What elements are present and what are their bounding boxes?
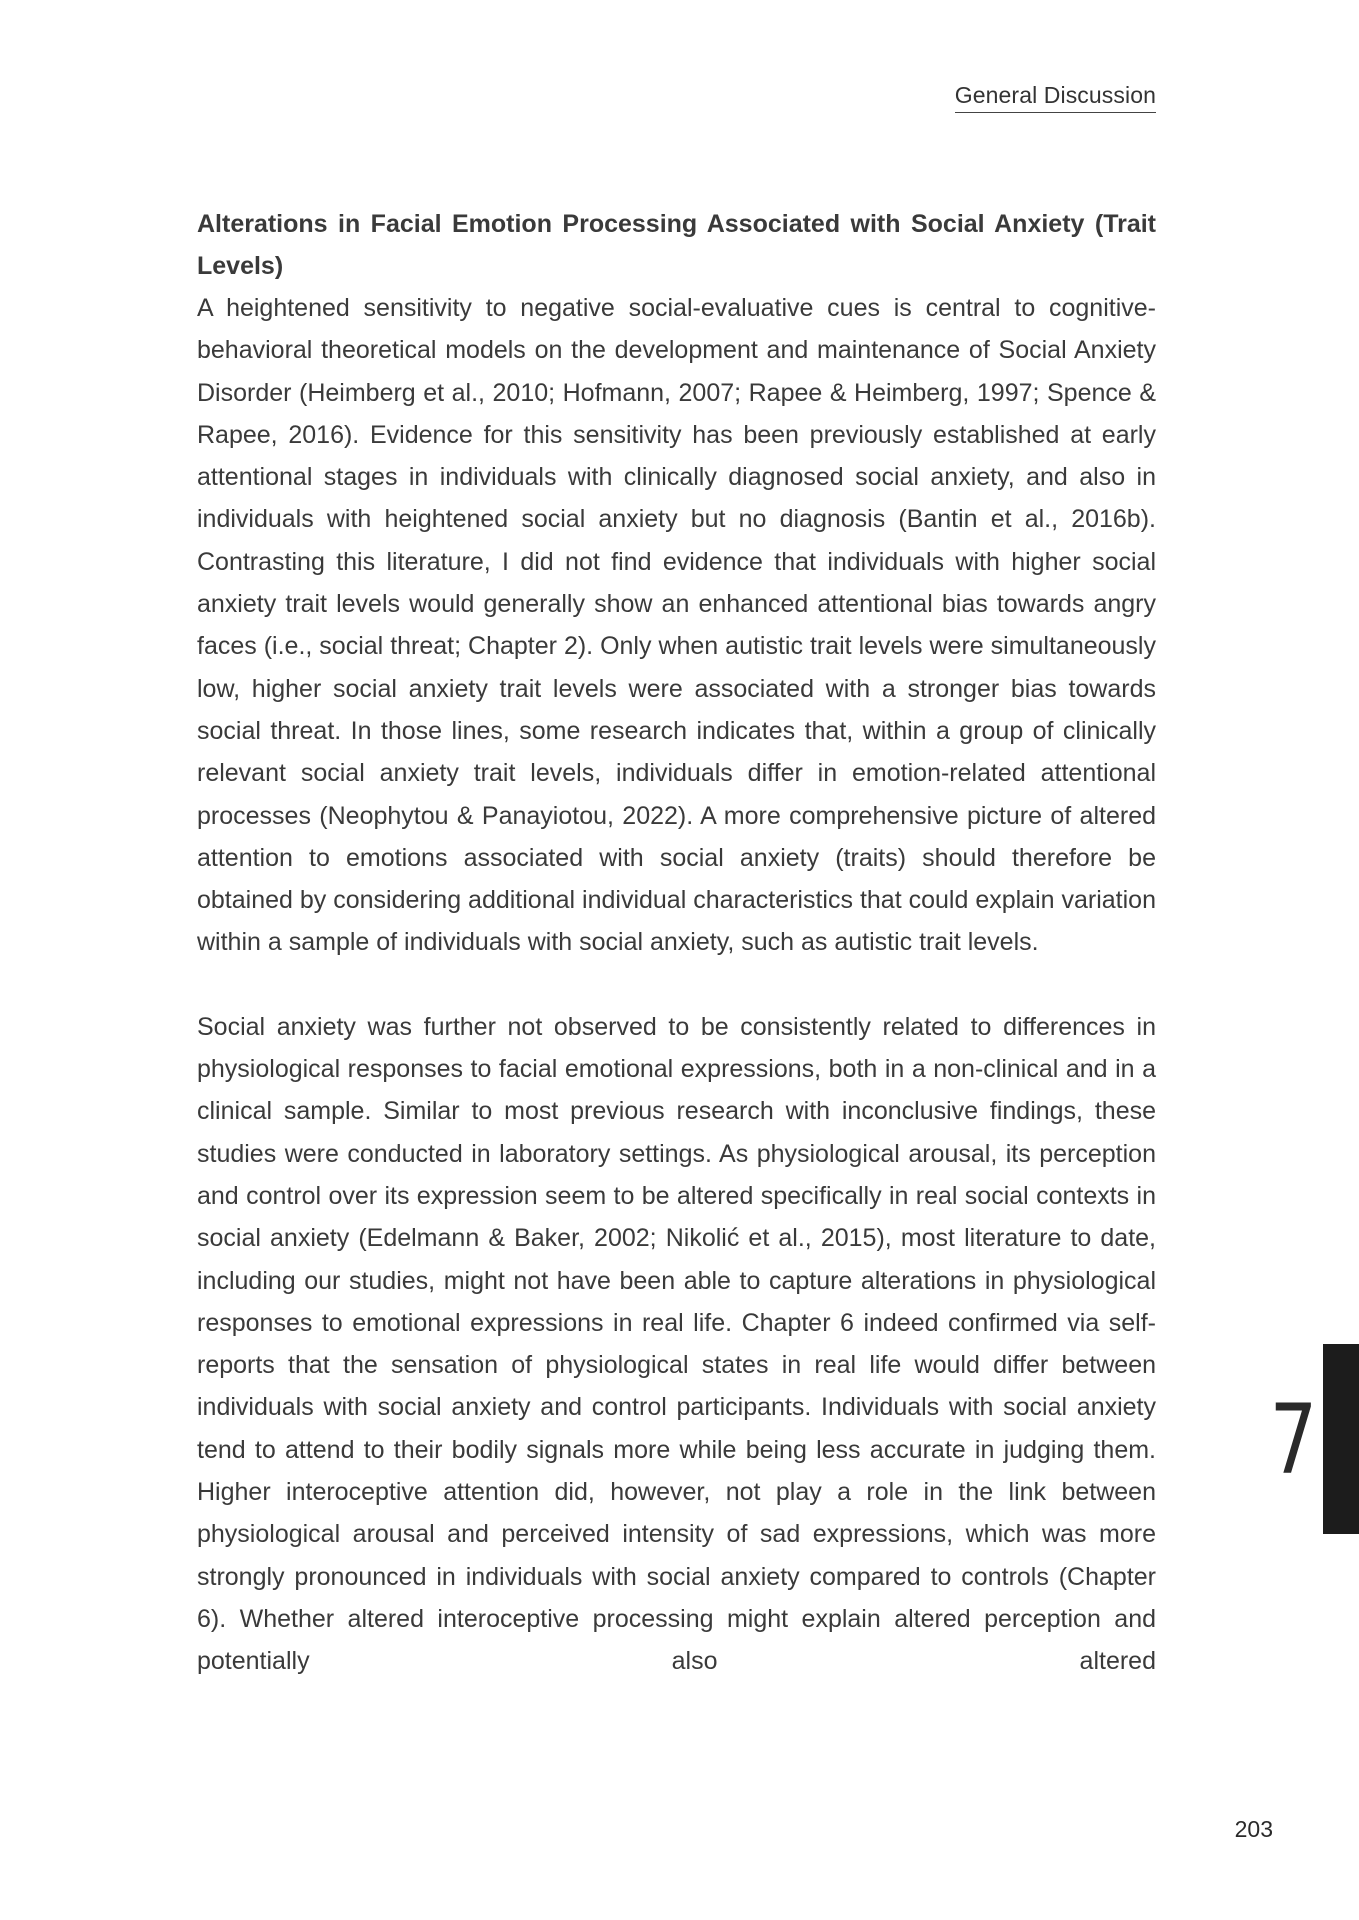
section-heading: Alterations in Facial Emotion Processing Associated with Social Anxiety (Trait Levels): [197, 210, 1156, 280]
body-paragraph-1: A heightened sensitivity to negative social-evaluative cues is central to cognitive-behavioral theoretical models on the development and maintenance of Social Anxiety Disorder (Heimberg et al., 2010; Hofmann, 2007; Rapee & Heimberg, 1997; Spence & Rapee, 2016). Evidence for this sensitivity has been previously established at early attentional stages in individuals with clinically diagnosed social anxiety, and also in individuals with heightened social anxiety but no diagnosis (Bantin et al., 2016b). Contrasting this literature, I did not find evidence that individuals with higher social anxiety trait levels would generally show an enhanced attentional bias towards angry faces (i.e., social threat; Chapter 2). Only when autistic trait levels were simultaneously low, higher social anxiety trait levels were associated with a stronger bias towards social threat. In those lines, some research indicates that, within a group of clinically relevant social anxiety trait levels, individuals differ in emotion-related attentional processes (Neophytou & Panayiotou, 2022). A more comprehensive picture of altered attention to emotions associated with social anxiety (traits) should therefore be obtained by considering additional individual characteristics that could explain variation within a sample of individuals with social anxiety, such as autistic trait levels.: [197, 294, 1156, 957]
main-content: [197, 203, 1156, 1683]
chapter-thumb-tab: [1323, 1344, 1359, 1534]
chapter-number: 7: [1269, 1384, 1318, 1496]
body-paragraph-2: Social anxiety was further not observed to be consistently related to differences in physiological responses to facial emotional expressions, both in a non-clinical and in a clinical sample. Similar to most previous research with inconclusive findings, these studies were conducted in laboratory settings. As physiological arousal, its perception and control over its expression seem to be altered specifically in real social contexts in social anxiety (Edelmann & Baker, 2002; Nikolić et al., 2015), most literature to date, including our studies, might not have been able to capture alterations in physiological responses to emotional expressions in real life. Chapter 6 indeed confirmed via self-reports that the sensation of physiological states in real life would differ between individuals with social anxiety and control participants. Individuals with social anxiety tend to attend to their bodily signals more while being less accurate in judging them. Higher interoceptive attention did, however, not play a role in the link between physiological arousal and perceived intensity of sad expressions, which was more strongly pronounced in individuals with social anxiety compared to controls (Chapter 6). Whether altered interoceptive processing might explain altered perception and potentially also altered: [197, 1012, 1156, 1676]
page-number: 203: [1234, 1816, 1273, 1842]
running-header: General Discussion: [955, 82, 1156, 113]
